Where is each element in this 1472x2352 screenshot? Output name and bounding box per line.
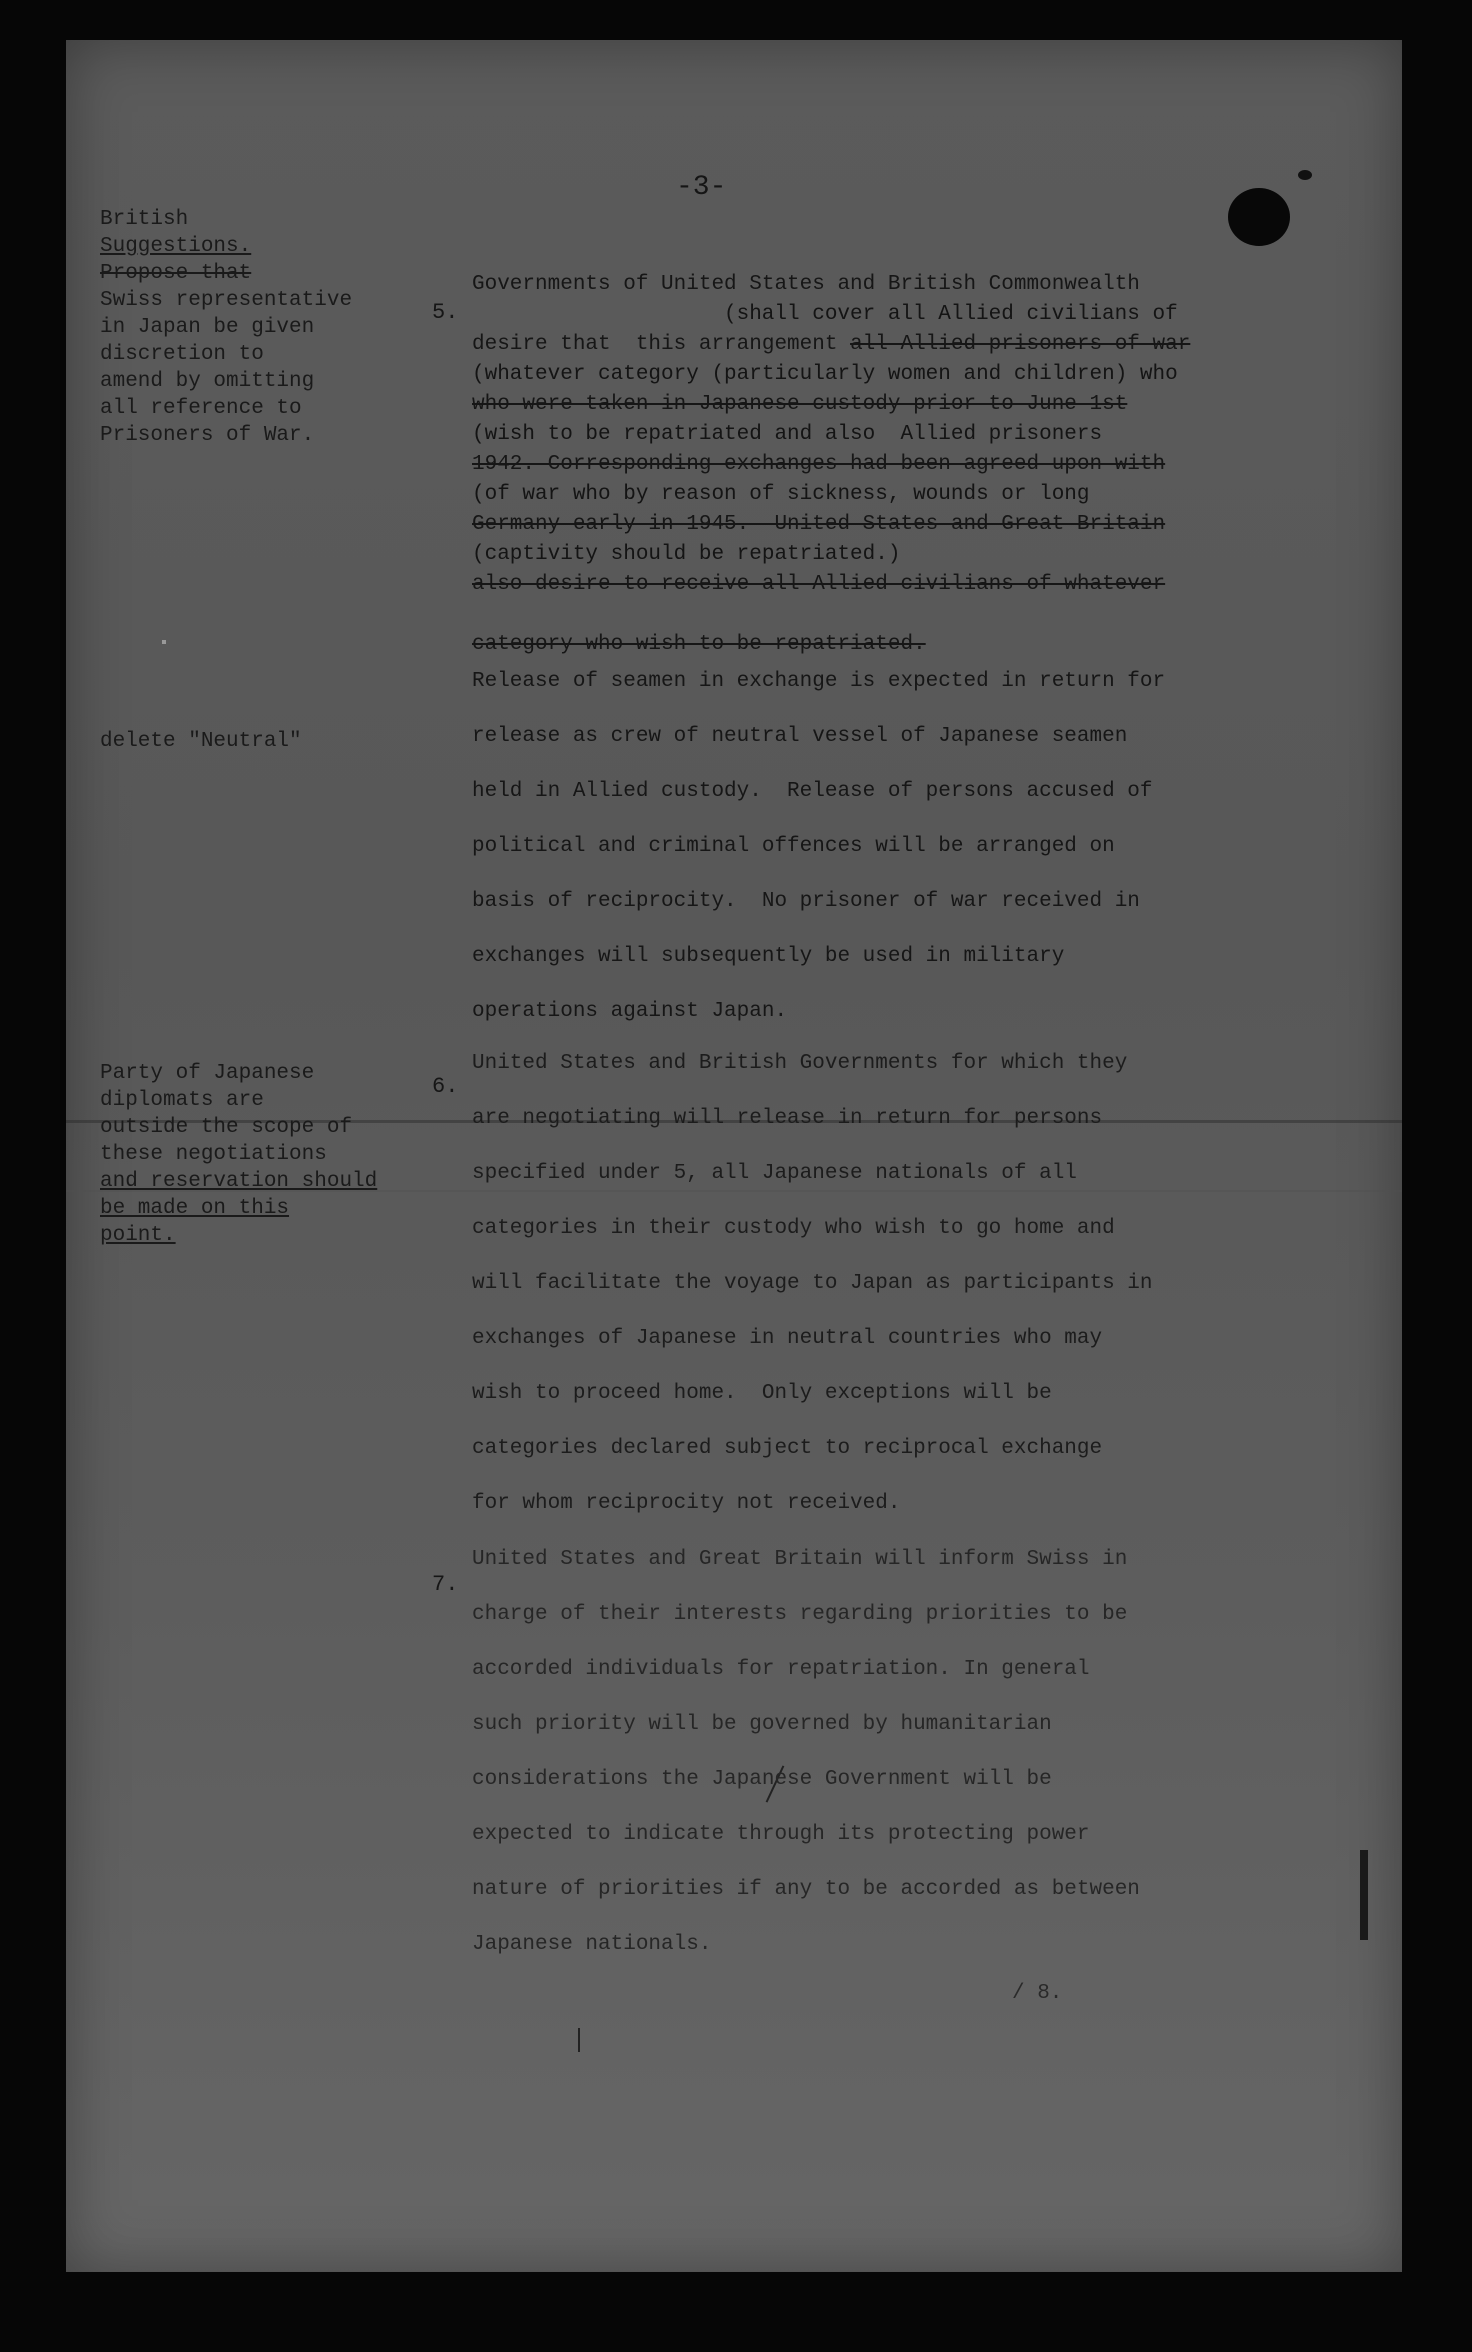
item5-paragraph <box>472 654 1332 1039</box>
text-line: charge of their interests regarding priorities to be <box>472 1603 1128 1626</box>
sidebar-delete-note: delete "Neutral" <box>100 730 302 753</box>
text-line: nature of priorities if any to be accorded as between <box>472 1878 1140 1901</box>
item7-paragraph <box>472 1532 1332 1972</box>
note-line: these negotiations <box>100 1143 327 1166</box>
text-line: operations against Japan. <box>472 1000 788 1023</box>
note-line: be made on this <box>100 1197 290 1220</box>
inserted-line: (shall cover all Allied civilians of <box>724 303 1178 326</box>
inserted-line: (wish to be repatriated and also Allied prisoners <box>472 423 1103 446</box>
note-line: British <box>100 208 189 231</box>
item6-paragraph <box>472 1036 1332 1531</box>
item-number: 5. <box>432 300 459 325</box>
text-line: desire that this arrangement <box>472 333 851 356</box>
text-line: exchanges of Japanese in neutral countries who may <box>472 1327 1103 1350</box>
text-line: will facilitate the voyage to Japan as participants in <box>472 1272 1153 1295</box>
ink-blot <box>1298 170 1312 180</box>
text-line: Governments of United States and British Commonwealth <box>472 273 1140 296</box>
note-line: Prisoners of War. <box>100 424 315 447</box>
inserted-line: (captivity should be repatriated.) <box>472 543 901 566</box>
note-line: discretion to <box>100 343 264 366</box>
text-line: held in Allied custody. Release of persons accused of <box>472 780 1153 803</box>
text-line: accorded individuals for repatriation. In general <box>472 1658 1090 1681</box>
note-line: point. <box>100 1224 176 1247</box>
note-line: diplomats are <box>100 1089 264 1112</box>
struck-text: also desire to receive all Allied civilians of whatever <box>472 573 1166 596</box>
continuation-marker: / 8. <box>1012 1982 1063 2005</box>
text-line: expected to indicate through its protecting power <box>472 1823 1090 1846</box>
text-line: United States and Great Britain will inform Swiss in <box>472 1548 1128 1571</box>
item-number: 6. <box>432 1074 459 1099</box>
text-line: categories in their custody who wish to go home and <box>472 1217 1115 1240</box>
pen-stroke <box>578 2028 580 2052</box>
page-number: -3- <box>676 172 727 203</box>
text-line: are negotiating will release in return for persons <box>472 1107 1103 1130</box>
text-line: wish to proceed home. Only exceptions will be <box>472 1382 1052 1405</box>
note-line: Propose that <box>100 262 252 285</box>
item-number: 7. <box>432 1572 459 1597</box>
text-line: United States and British Governments for which they <box>472 1052 1128 1075</box>
note-line: all reference to <box>100 397 302 420</box>
text-line: political and criminal offences will be arranged on <box>472 835 1115 858</box>
struck-text: who were taken in Japanese custody prior to June 1st <box>472 393 1128 416</box>
sidebar-party-note <box>100 1060 377 1249</box>
text-line: Japanese nationals. <box>472 1933 712 1956</box>
note-line: amend by omitting <box>100 370 315 393</box>
inserted-line: (whatever category (particularly women and children) who <box>472 363 1178 386</box>
note-line: in Japan be given <box>100 316 315 339</box>
text-line: basis of reciprocity. No prisoner of war received in <box>472 890 1140 913</box>
text-line: considerations the Japanese Government will be <box>472 1768 1052 1791</box>
text-line: specified under 5, all Japanese nationals of all <box>472 1162 1077 1185</box>
text-line: release as crew of neutral vessel of Japanese seamen <box>472 725 1128 748</box>
speck <box>162 640 166 644</box>
struck-text: all Allied prisoners of war <box>850 333 1191 356</box>
note-line: Party of Japanese <box>100 1062 315 1085</box>
text-line: Release of seamen in exchange is expected in return for <box>472 670 1166 693</box>
text-line: such priority will be governed by humanitarian <box>472 1713 1052 1736</box>
ink-blot <box>1228 188 1290 246</box>
inserted-line: (of war who by reason of sickness, wounds or long <box>472 483 1090 506</box>
text-line: categories declared subject to reciprocal exchange <box>472 1437 1103 1460</box>
struck-text: category who wish to be repatriated. <box>472 633 926 656</box>
note-line: Swiss representative <box>100 289 353 312</box>
note-line: and reservation should <box>100 1170 378 1193</box>
note-heading: Suggestions. <box>100 235 252 258</box>
item5-amended-text <box>472 270 1332 660</box>
struck-text: Germany early in 1945. United States and Great Britain <box>472 513 1166 536</box>
struck-text: 1942. Corresponding exchanges had been agreed upon with <box>472 453 1166 476</box>
margin-mark <box>1360 1850 1368 1940</box>
note-line: outside the scope of <box>100 1116 353 1139</box>
text-line: for whom reciprocity not received. <box>472 1492 901 1515</box>
sidebar-british-suggestions <box>100 206 352 449</box>
text-line: exchanges will subsequently be used in military <box>472 945 1065 968</box>
